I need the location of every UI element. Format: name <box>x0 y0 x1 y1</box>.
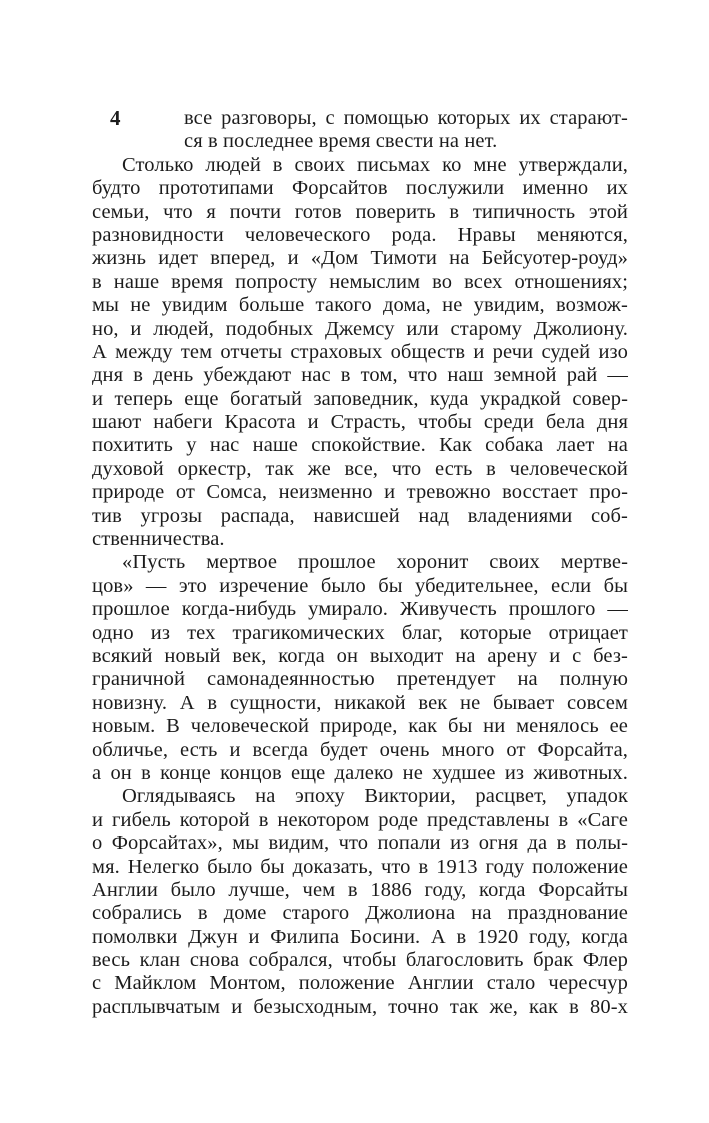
text-line: Столько людей в своих письмах ко мне утверждали, <box>122 153 628 176</box>
text-line: граничной самонадеянностью претендует на полную <box>92 668 628 691</box>
text-line: семьи, что я почти готов поверить в типичность этой <box>92 200 628 223</box>
text-line: с Майклом Монтом, положение Англии стало чересчур <box>92 972 628 995</box>
text-line: духовой оркестр, так же все, что есть в человеческой <box>92 457 628 480</box>
page-number: 4 <box>110 106 121 130</box>
text-line: тив угрозы распада, нависшей над владениями соб- <box>92 504 628 527</box>
text-line: ся в последнее время свести на нет. <box>184 130 498 153</box>
text-line: ственничества. <box>92 528 225 551</box>
text-line: Англии было лучше, чем в 1886 году, когда Форсайты <box>92 878 628 901</box>
text-line: мя. Нелегко было бы доказать, что в 1913 году положение <box>92 855 628 878</box>
text-column <box>92 107 628 1019</box>
text-line: А между тем отчеты страховых обществ и речи судей изо <box>92 340 628 363</box>
text-line: цов» — это изречение было бы убедительнее, если бы <box>92 574 628 597</box>
text-line: природе от Сомса, неизменно и тревожно восстает про- <box>92 481 628 504</box>
text-line: новым. В человеческой природе, как бы ни менялось ее <box>92 715 628 738</box>
text-line: похитить у нас наше спокойствие. Как собака лает на <box>92 434 628 457</box>
text-line: обличье, есть и всегда будет очень много от Форсайта, <box>92 738 628 761</box>
text-line: дня в день убеждают нас в том, что наш земной рай — <box>92 364 628 387</box>
text-line: «Пусть мертвое прошлое хоронит своих мертве- <box>122 551 628 574</box>
text-line: собрались в доме старого Джолиона на празднование <box>92 902 628 925</box>
text-line: мы не увидим больше такого дома, не увидим, возмож- <box>92 294 628 317</box>
text-line: расплывчатым и безысходным, точно так же, как в 80-х <box>92 995 628 1018</box>
text-line: шают набеги Красота и Страсть, чтобы среди бела дня <box>92 411 628 434</box>
text-line: жизнь идет вперед, и «Дом Тимоти на Бейсуотер-роуд» <box>92 247 628 270</box>
text-line: всякий новый век, когда он выходит на арену и с без- <box>92 644 628 667</box>
paragraph <box>92 551 628 785</box>
text-line: разновидности человеческого рода. Нравы меняются, <box>92 223 628 246</box>
text-line: прошлое когда-нибудь умирало. Живучесть прошлого — <box>92 598 628 621</box>
text-line: помолвки Джун и Филипа Босини. А в 1920 году, когда <box>92 925 628 948</box>
text-line: и гибель которой в некотором роде представлены в «Саге <box>92 808 628 831</box>
text-line: Оглядываясь на эпоху Виктории, расцвет, упадок <box>122 785 628 808</box>
paragraph <box>92 154 628 552</box>
text-line: в наше время попросту немыслим во всех отношениях; <box>92 270 628 293</box>
text-line: будто прототипами Форсайтов послужили именно их <box>92 177 628 200</box>
paragraph <box>92 785 628 1019</box>
text-line: одно из тех трагикомических благ, которые отрицает <box>92 621 628 644</box>
text-line: и теперь еще богатый заповедник, куда украдкой совер- <box>92 387 628 410</box>
text-line: а он в конце концов еще далеко не худшее из животных. <box>92 761 628 784</box>
text-line: новизну. А в сущности, никакой век не бывает совсем <box>92 691 628 714</box>
text-line: о Форсайтах», мы видим, что попали из огня да в полы- <box>92 832 628 855</box>
text-line: весь клан снова собрался, чтобы благословить брак Флер <box>92 949 628 972</box>
text-line: все разговоры, с помощью которых их старают- <box>184 107 628 129</box>
quote-block <box>184 107 628 154</box>
text-line: но, и людей, подобных Джемсу или старому Джолиону. <box>92 317 628 340</box>
